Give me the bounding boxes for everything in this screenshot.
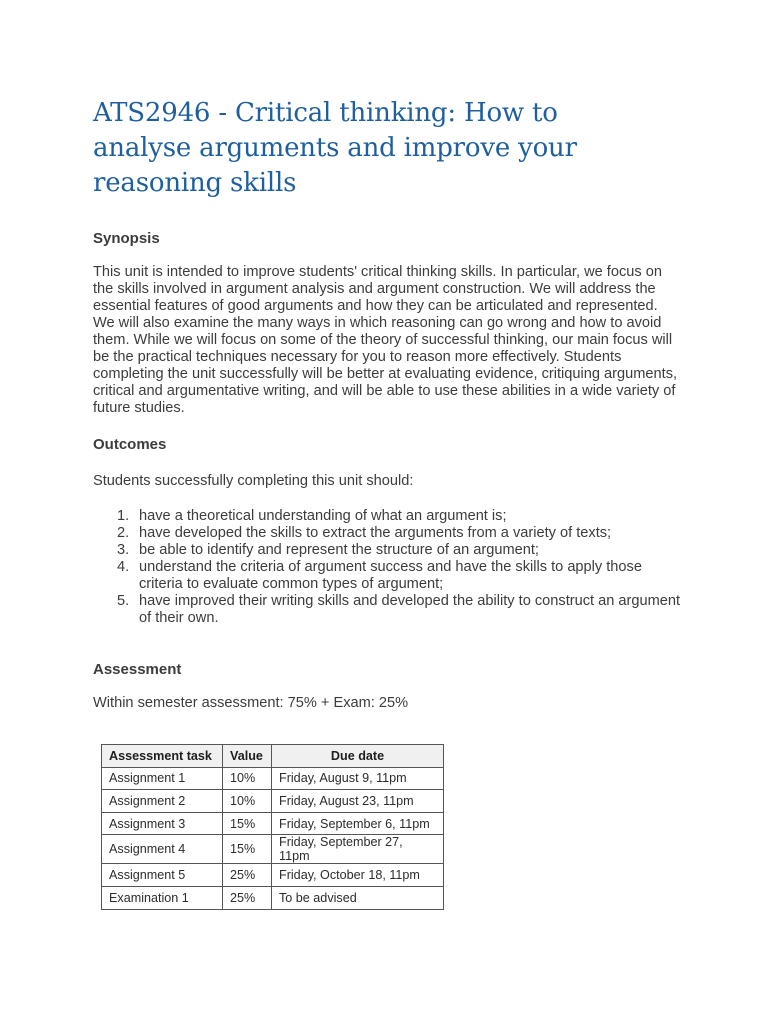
assessment-summary: Within semester assessment: 75% + Exam: 25%: [93, 695, 409, 711]
outcome-text: be able to identify and represent the structure of an argument;: [139, 542, 539, 558]
outcome-text: understand the criteria of argument success and have the skills to apply those criteria to evaluate common types of argument;: [139, 559, 642, 592]
outcome-number: 2.: [117, 525, 130, 541]
cell-due-date: To be advised: [272, 886, 444, 909]
outcome-text: have improved their writing skills and developed the ability to construct an argument of their own.: [139, 593, 681, 626]
outcomes-list: [93, 508, 683, 627]
cell-task: Assignment 1: [102, 767, 223, 790]
document-title: ATS2946 - Critical thinking: How to analyse arguments and improve your reasoning skills: [93, 98, 577, 198]
cell-value: 10%: [223, 767, 272, 790]
cell-value: 25%: [223, 886, 272, 909]
outcome-item: [93, 542, 683, 559]
outcome-number: 4.: [117, 559, 130, 575]
column-header-task: Assessment task: [102, 745, 223, 768]
synopsis-heading: Synopsis: [93, 230, 160, 247]
assessment-heading: Assessment: [93, 661, 182, 678]
table-row: [102, 864, 444, 887]
table-row: [102, 812, 444, 835]
outcome-item: [93, 559, 683, 593]
outcome-number: 3.: [117, 542, 130, 558]
table-row: [102, 790, 444, 813]
cell-due-date: Friday, September 6, 11pm: [272, 812, 444, 835]
outcome-item: [93, 508, 683, 525]
outcomes-heading: Outcomes: [93, 436, 167, 453]
table-row: [102, 886, 444, 909]
assessment-table: [101, 744, 444, 910]
cell-value: 10%: [223, 790, 272, 813]
cell-task: Assignment 3: [102, 812, 223, 835]
cell-task: Assignment 5: [102, 864, 223, 887]
cell-task: Examination 1: [102, 886, 223, 909]
cell-due-date: Friday, October 18, 11pm: [272, 864, 444, 887]
outcome-number: 5.: [117, 593, 130, 609]
cell-due-date: Friday, August 23, 11pm: [272, 790, 444, 813]
cell-value: 25%: [223, 864, 272, 887]
cell-task: Assignment 2: [102, 790, 223, 813]
cell-value: 15%: [223, 835, 272, 864]
table-row: [102, 767, 444, 790]
outcome-item: [93, 593, 683, 627]
cell-due-date: Friday, August 9, 11pm: [272, 767, 444, 790]
table-header-row: [102, 745, 444, 768]
synopsis-text: This unit is intended to improve students' critical thinking skills. In particular, we focus on the skills involved in argument analysis and argument construction. We will address the essential features of good arguments and how they can be articulated and represented. We will also examine the many ways in which reasoning can go wrong and how to avoid them. While we will focus on some of the theory of successful thinking, our main focus will be the practical techniques necessary for you to reason more effectively. Students completing the unit successfully will be better at evaluating evidence, critiquing arguments, critical and argumentative writing, and will be able to use these abilities in a wide variety of future studies.: [93, 264, 678, 416]
cell-task: Assignment 4: [102, 835, 223, 864]
outcome-text: have developed the skills to extract the arguments from a variety of texts;: [139, 525, 612, 541]
table-row: [102, 835, 444, 864]
cell-value: 15%: [223, 812, 272, 835]
outcome-text: have a theoretical understanding of what an argument is;: [139, 508, 507, 524]
column-header-due-date: Due date: [272, 745, 444, 768]
outcomes-intro: Students successfully completing this unit should:: [93, 473, 414, 489]
outcome-number: 1.: [117, 508, 130, 524]
column-header-value: Value: [223, 745, 272, 768]
cell-due-date: Friday, September 27, 11pm: [272, 835, 444, 864]
outcome-item: [93, 525, 683, 542]
